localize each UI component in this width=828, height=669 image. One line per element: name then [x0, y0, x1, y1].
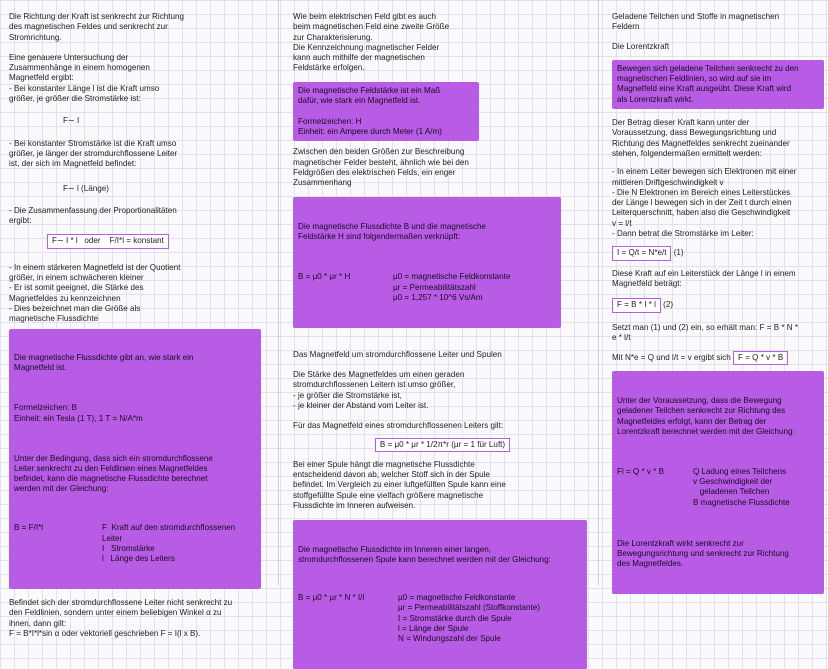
conductor-field-intro: Für das Magnetfeld eines stromdurchflossenen Leiters gilt:: [293, 421, 504, 431]
summary-intro: - Die Zusammenfassung der Proportionalitäten ergibt:: [9, 205, 177, 226]
force-equation: F = B * I * l: [612, 298, 661, 312]
not-perpendicular-text: Befindet sich der stromdurchflossene Leiter nicht senkrecht zu den Feldlinien, sondern unter einem beliebigen Winkel α zu ihnen, dann gilt: F = B*I*l*sin α oder vektoriell geschrieben F = I(l x B).: [9, 598, 233, 638]
lorentz-equation: F = Q * v * B: [733, 351, 788, 365]
intro-text: Die Richtung der Kraft ist senkrecht zur Richtung des magnetischen Feldes und senkrecht zur Stromrichtung.: [9, 12, 184, 42]
flux-density-formula: B = F/I*l: [14, 523, 44, 533]
section-title: Geladene Teilchen und Stoffe in magnetischen Feldern: [612, 12, 780, 32]
current-equation: I = Q/t = N*e/t: [612, 246, 671, 260]
coil-legend: μ0 = magnetische Feldkonstante μr = Permeabilitätszahl (Stoffkonstante) I = Stromstärke durch die Spule l = Länge der Spule N = Windungszahl der Spule: [398, 593, 540, 644]
coil-text: Bei einer Spule hängt die magnetische Flussdichte entscheidend davon ab, welcher Stoff sich in der Spule befindet. Im Vergleich zu einer luftgefüllten Spule kann eine stoffgefüllte Spule eine vielfach größere magnetische Flussdichte im Inneren aufweisen.: [293, 459, 506, 510]
lorentz-direction: Die Lorentzkraft wirkt senkrecht zur Bewegungsrichtung und senkrecht zur Richtung des Magnetfeldes.: [617, 538, 789, 569]
current-equation-number: (1): [673, 248, 684, 258]
relation-intro: Die magnetische Flussdichte B und die magnetische Feldstärke H sind folgendermaßen verknüpft:: [298, 222, 487, 242]
flux-density-condition: Unter der Bedingung, dass sich ein stromdurchflossene Leiter senkrecht zu den Feldlinien eines Magnetfeldes befindet, kann die magnetische Flussdichte berechnet werden mit der Gleichung:: [14, 453, 213, 494]
force-equation-number: (2): [663, 300, 674, 310]
coil-intro: Die magnetische Flussdichte im Inneren einer langen, stromdurchflossenen Spule kann berechnet werden mit der Gleichung:: [298, 544, 551, 565]
column-force-on-conductor: [9, 0, 267, 638]
flux-density-legend: F Kraft auf den stromdurchflossenen Leiter I Stromstärke l Länge des Leiters: [102, 523, 236, 564]
section-heading: Das Magnetfeld um stromdurchflossene Leiter und Spulen: [293, 349, 502, 359]
substitution-text: Mit N*e = Q und l/t = v ergibt sich: [612, 353, 731, 363]
summary-formula: F∼ I * l oder F/I*l = konstant: [47, 234, 169, 248]
lorentz-definition-box: Bewegen sich geladene Teilchen senkrecht zu den magnetischen Feldlinien, so wird auf sie im Magnetfeld eine Kraft ausgeübt. Diese Kraft wird als Lorentzkraft wirkt.: [612, 60, 824, 109]
combine-text: Setzt man (1) und (2) ein, so erhält man: F = B * N * e * l/t: [612, 322, 799, 342]
proportionality-current: F∼ I: [63, 116, 80, 126]
column-lorentz-force: [612, 0, 825, 585]
constant-current-text: - Bei konstanter Stromstärke ist die Kraft umso größer, je länger der stromdurchflossene Leiter ist, der sich im Magnetfeld befindet:: [9, 138, 178, 169]
relation-box: [293, 197, 561, 327]
lorentz-formula: Fl = Q * v * B: [617, 466, 665, 476]
force-text: Diese Kraft auf ein Leiterstück der Länge l in einem Magnetfeld beträgt:: [612, 268, 796, 288]
subtitle: Die Lorentzkraft: [612, 41, 670, 51]
coil-formula: B = μ0 * μr * N * I/l: [298, 593, 365, 603]
field-strength-text: Die Stärke des Magnetfeldes um einen geraden stromdurchflossenen Leitern ist umso größer, - je größer die Stromstärke ist, - je kleiner der Abstand vom Leiter ist.: [293, 370, 465, 410]
column-field-strength: [293, 0, 592, 644]
amount-text: Der Betrag dieser Kraft kann unter der Voraussetzung, dass Bewegungsrichtung und Richtung des Magnetfeldes senkrecht zueinander stehen, folgendermaßen ermittelt werden:: [612, 118, 790, 158]
coil-box: [293, 520, 587, 669]
field-strength-box: Die magnetische Feldstärke ist ein Maß dafür, wie stark ein Magnetfeld ist. Formelzeichen: H Einheit: ein Ampere durch Meter (1 A/m): [293, 82, 479, 141]
column-divider-1: [278, 0, 279, 585]
flux-density-box: [9, 329, 261, 590]
flux-density-definition: Die magnetische Flussdichte gibt an, wie stark ein Magnetfeld ist.: [14, 353, 194, 373]
lorentz-legend: Q Ladung eines Teilchens v Geschwindigkeit der geladenen Teilchen B magnetische Flussdichte: [693, 466, 790, 507]
intro-text: Wie beim elektrischen Feld gibt es auch beim magnetischen Feld eine zweite Größe zur Charakterisierung. Die Kennzeichnung magnetischer Felder kann auch mithilfe der magnetischen Feldstärke erfolgen.: [293, 12, 450, 73]
electrons-text: - In einem Leiter bewegen sich Elektronen mit einer mittleren Driftgeschwindigkeit v - Die N Elektronen im Bereich eines Leiterstückes der Länge l bewegen sich in der Zeit t durch einen Leiterquerschnitt, haben also die Geschwindigkeit v = l/t - Dann betrat die Stromstärke im Leiter:: [612, 167, 797, 239]
lorentz-formula-box: [612, 371, 824, 594]
column-divider-2: [598, 0, 599, 585]
stronger-field-text: - In einem stärkeren Magnetfeld ist der Quotient größer, in einem schwächeren kleiner - Er ist somit geeignet, die Stärke des Magnetfeldes zu kennzeichnen - Dies bezeichnet man die Größe als magnetische Flussdichte: [9, 262, 181, 324]
relation-text: Zwischen den beiden Größen zur Beschreibung magnetischer Felder besteht, ähnlich wie bei den Feldgrößen des elektrischen Felds, ein enger Zusammenhang: [293, 147, 469, 188]
relation-legend: μ0 = magnetische Feldkonstante μr = Permeabilitätszahl μ0 = 1,257 * 10^6 Vs/Am: [393, 272, 511, 302]
proportionality-length: F∼ l (Länge): [63, 183, 109, 193]
lorentz-formula-intro: Unter der Voraussetzung, dass die Bewegung geladener Teilchen senkrecht zur Richtung des Magnetfeldes erfolgt, kann der Betrag der Lorentzkraft berechnet werden mit der Gleichung:: [617, 396, 795, 436]
flux-density-symbol: Formelzeichen: B Einheit: ein Tesla (1 T), 1 T = N/A*m: [14, 403, 143, 423]
examination-text: Eine genauere Untersuchung der Zusammenhänge in einem homogenen Magnetfeld ergibt: - Bei konstanter Länge l ist die Kraft umso größer, je größer die Stromstärke ist:: [9, 52, 160, 104]
relation-formula: B = μ0 * μr * H: [298, 272, 351, 282]
conductor-field-formula: B = μ0 * μr * 1/2π*r (μr = 1 für Luft): [375, 438, 510, 452]
